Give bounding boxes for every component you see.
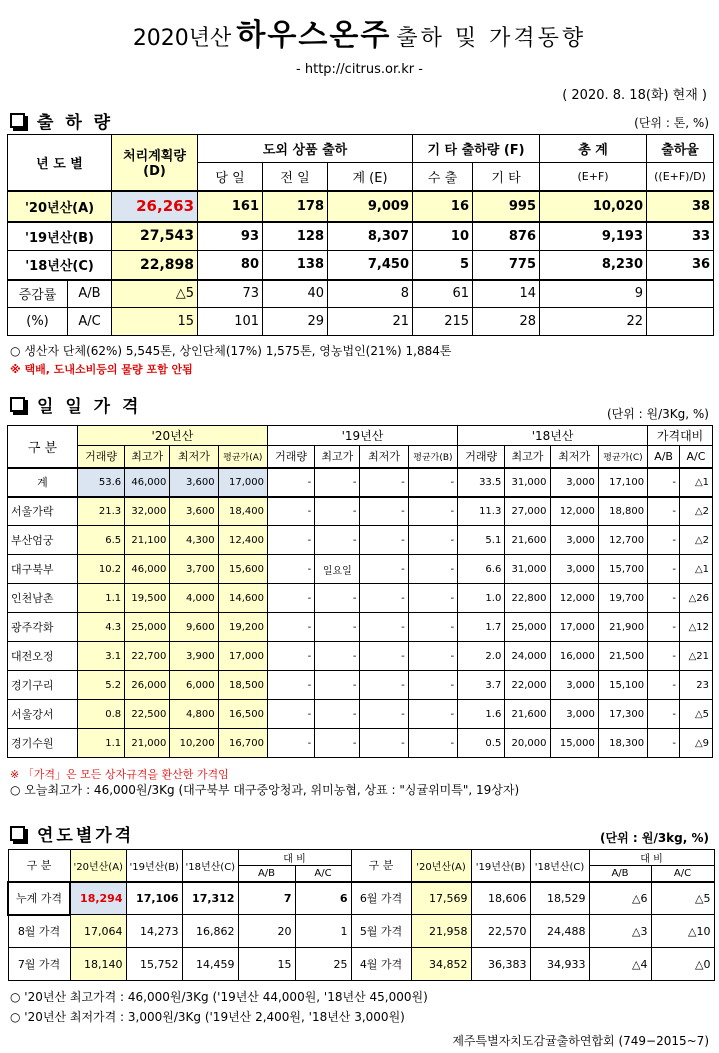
yearly-header-18-left: '18년산(C): [182, 850, 238, 882]
table-row: 증감률 A/B △5 73 40 8 61 14 9: [8, 280, 714, 308]
table-row: 누계 가격 18,294 17,106 17,312 7 6 6월 가격 17,569 18,606 18,529 △6 △5: [8, 882, 714, 915]
shipment-table: [7, 134, 714, 336]
daily-header-18: '18년산: [458, 426, 648, 446]
yearly-header-20-right: '20년산(A): [411, 850, 471, 882]
daily-subheader-row: 거래량 최고가 최저가 평균가(A) 거래량 최고가 최저가 평균가(B) 거래량 최고가 최저가 평균가(C) A/B A/C: [8, 446, 713, 468]
site-url[interactable]: - http://citrus.or.kr -: [296, 62, 423, 77]
daily-note: ○ 오늘최고가 : 46,000원/3Kg (대구북부 대구중앙청과, 위미농협, 상표 : "싱귤위미특", 19상자): [10, 783, 520, 797]
page-title: [0, 10, 719, 54]
yearly-note-max: ○ '20년산 최고가격 : 46,000원/3Kg ('19년산 44,000원, '18년산 45,000원): [10, 990, 428, 1004]
table-row: 7월 가격 18,140 15,752 14,459 15 25 4월 가격 34,852 36,383 34,933 △4 △0: [8, 948, 714, 981]
yearly-note-min: ○ '20년산 최저가격 : 3,000원/3Kg ('19년산 2,400원, '18년산 3,000원): [10, 1010, 405, 1024]
report-date: ( 2020. 8. 18(화) 현재 ): [562, 88, 707, 103]
checkbox-icon: [10, 826, 25, 841]
header-sum: 계 (E): [328, 163, 413, 191]
table-row: 8월 가격 17,064 14,273 16,862 20 1 5월 가격 21,958 22,570 24,488 △3 △10: [8, 915, 714, 948]
yearly-header-20-left: '20년산(A): [70, 850, 126, 882]
daily-header-div: 구 분: [8, 426, 78, 468]
table-row: 대구북부 10.2 46,000 3,700 15,600 - 일요일 - - 6.6 31,000 3,000 15,700 - △1: [8, 555, 713, 584]
daily-unit: (단위 : 원/3Kg, %): [606, 407, 709, 421]
table-row: 서울강서 0.8 22,500 4,800 16,500 - - - - 1.6 21,600 3,000 17,300 - △5: [8, 700, 713, 729]
yearly-header-19-left: '19년산(B): [126, 850, 182, 882]
yearly-unit: (단위 : 원/3kg, %): [600, 831, 709, 845]
table-row: '19년산(B) 27,543 93 128 8,307 10 876 9,193 33: [8, 222, 714, 251]
header-etc: 기 타: [473, 163, 540, 191]
title-subtitle: 출하 및 가격동향: [396, 26, 587, 51]
title-product: 하우스온주: [236, 18, 392, 53]
yearly-header-div-right: 구 분: [351, 850, 411, 882]
yearly-header-div-left: 구 분: [8, 850, 70, 882]
yearly-price-table: 구 분 '20년산(A) '19년산(B) '18년산(C) 대 비 구 분 '20년산(A) '19년산(B) '18년산(C) 대 비 A/B A/C A/B A/C 누계 가격 18,294 17,106 17,312 7 6 6월 가격 17,569 18,606 18,529 △6 △5 8월 가격 17,064 14,273 16,862 20 1 5월 가격 21,958 22,570 24,488 △3 △10 7월 가격 18,140 15,752 14,459 15 25 4월 가격 34,852 36,383 34,933 △4 △0: [7, 849, 715, 981]
yearly-section-title: 연도별가격: [10, 821, 134, 846]
table-row: 대전오정 3.1 22,700 3,900 17,000 - - - - 2.0 24,000 16,000 21,500 - △21: [8, 642, 713, 671]
table-row: 서울가락 21.3 32,000 3,600 18,400 - - - - 11.3 27,000 12,000 18,800 - △2: [8, 497, 713, 526]
shipment-red-note: ※ 택배, 도내소비등의 물량 포함 안됨: [10, 363, 193, 376]
header-plan: 처리계획량 (D): [112, 135, 198, 191]
checkbox-icon: [10, 113, 25, 128]
table-row: 부산엄궁 6.5 21,100 4,300 12,400 - - - - 5.1 21,600 3,000 12,700 - △2: [8, 526, 713, 555]
shipment-unit: (단위 : 톤, %): [634, 116, 709, 130]
daily-header-19: '19년산: [267, 426, 457, 446]
daily-price-table: [7, 425, 713, 758]
header-rate-sub: ((E+F)/D): [647, 163, 714, 191]
yearly-header-18-right: '18년산(C): [530, 850, 589, 882]
table-row: 인천남촌 1.1 19,500 4,000 14,600 - - - - 1.0 22,800 12,000 19,700 - △26: [8, 584, 713, 613]
header-export: 수 출: [413, 163, 473, 191]
header-prev: 전 일: [263, 163, 328, 191]
daily-header-20: '20년산: [77, 426, 267, 446]
header-total-sub: (E+F): [540, 163, 647, 191]
daily-header-cmp: 가격대비: [648, 426, 713, 446]
table-row: (%) A/C 15 101 29 21 215 28 22: [8, 308, 714, 336]
yearly-header-19-right: '19년산(B): [471, 850, 530, 882]
footer-org: 제주특별자치도감귤출하연합회 (749−2015~7): [452, 1034, 709, 1048]
table-row: '18년산(C) 22,898 80 138 7,450 5 775 8,230 36: [8, 251, 714, 280]
header-outside: 도외 상품 출하: [198, 135, 413, 163]
checkbox-icon: [10, 397, 25, 412]
daily-red-note: ※ 「가격」은 모든 상자규격을 환산한 가격임: [10, 768, 229, 781]
table-row: 계 53.6 46,000 3,600 17,000 - - - - 33.5 31,000 3,000 17,100 - △1: [8, 468, 713, 497]
table-row: 경기수원 1.1 21,000 10,200 16,700 - - - - 0.5 20,000 15,000 18,300 - △9: [8, 729, 713, 758]
shipment-note: ○ 생산자 단체(62%) 5,545톤, 상인단체(17%) 1,575톤, 영농법인(21%) 1,884톤: [10, 344, 452, 358]
header-year: 년 도 별: [8, 135, 112, 191]
header-total: 총 계: [540, 135, 647, 163]
title-year: 2020년산: [132, 26, 232, 51]
yearly-header-cmp-right: 대 비: [589, 850, 714, 866]
table-row: 광주각화 4.3 25,000 9,600 19,200 - - - - 1.7 25,000 17,000 21,900 - △12: [8, 613, 713, 642]
header-other: 기 타 출하량 (F): [413, 135, 540, 163]
table-row: 경기구리 5.2 26,000 6,000 18,500 - - - - 3.7 22,000 3,000 15,100 - 23: [8, 671, 713, 700]
yearly-header-cmp-left: 대 비: [238, 850, 351, 866]
header-today: 당 일: [198, 163, 263, 191]
daily-section-title: 일 일 가 격: [10, 392, 141, 417]
header-rate: 출하율: [647, 135, 714, 163]
shipment-section-title: 출 하 량: [10, 108, 113, 133]
table-row: '20년산(A) 26,263 161 178 9,009 16 995 10,020 38: [8, 191, 714, 222]
